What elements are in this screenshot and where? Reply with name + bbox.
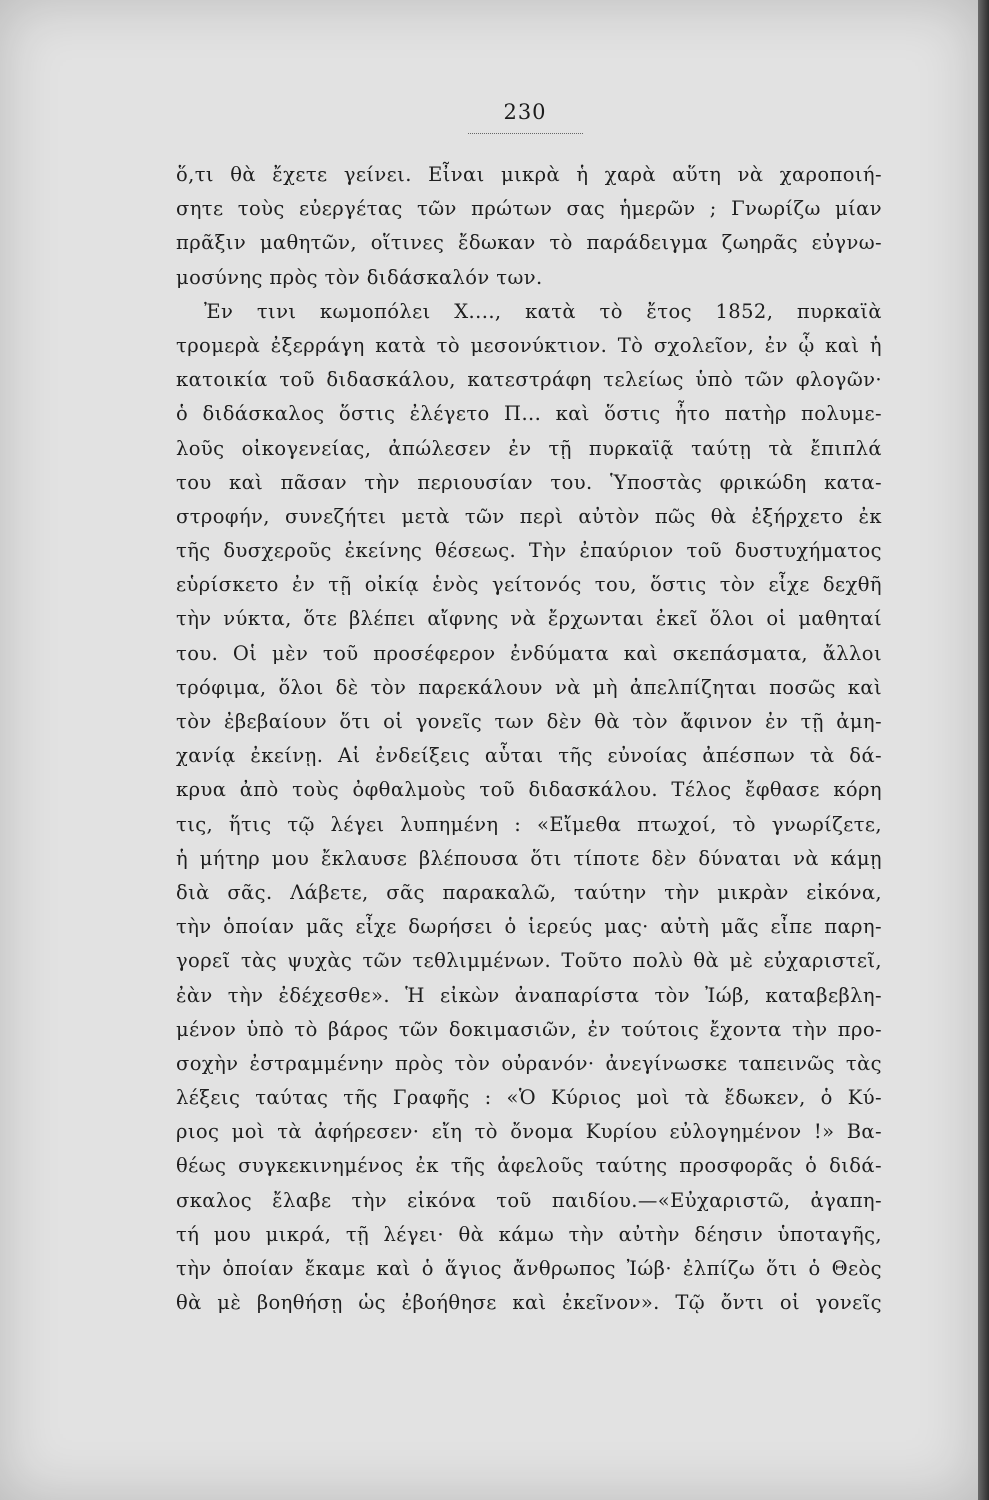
text-line: τὸν ἐβεβαίουν ὅτι οἱ γονεῖς των δὲν θὰ τὸν ἄφινον ἐν τῇ ἀμη- [176,710,882,733]
body-text [176,158,882,1320]
text-line: λέξεις ταύτας τῆς Γραφῆς : «Ὁ Κύριος μοὶ τὰ ἔδωκεν, ὁ Κύ- [176,1086,882,1110]
text-line: τὴν νύκτα, ὅτε βλέπει αἴφνης νὰ ἔρχωνται ἐκεῖ ὅλοι οἱ μαθηταί [176,607,882,631]
text-line: διὰ σᾶς. Λάβετε, σᾶς παρακαλῶ, ταύτην τὴν μικρὰν εἰκόνα, [176,880,882,904]
text-line: γορεῖ τὰς ψυχὰς τῶν τεθλιμμένων. Τοῦτο πολὺ θὰ μὲ εὐχαριστεῖ, [176,949,882,973]
text-line: στροφήν, συνεζήτει μετὰ τῶν περὶ αὐτὸν πῶς θὰ ἐξήρχετο ἐκ [176,504,882,528]
text-line: ὅ,τι θὰ ἔχετε γείνει. Εἶναι μικρὰ ἡ χαρὰ αὕτη νὰ χαροποιή- [176,163,882,186]
text-line: τὴν ὁποίαν ἔκαμε καὶ ὁ ἅγιος ἄνθρωπος Ἰώβ· ἐλπίζω ὅτι ὁ Θεὸς [176,1257,882,1280]
text-line: Ἐν τινι κωμοπόλει Χ...., κατὰ τὸ ἔτος 1852, πυρκαϊὰ [204,299,882,323]
text-line: λοῦς οἰκογενείας, ἀπώλεσεν ἐν τῇ πυρκαϊᾷ ταύτῃ τὰ ἔπιπλά [176,436,882,460]
text-line: ριος μοὶ τὰ ἀφήρεσεν· εἴη τὸ ὄνομα Κυρίου εὐλογημένον !» Βα- [176,1120,882,1144]
text-line: μοσύνης πρὸς τὸν διδάσκαλόν των. [176,265,543,289]
text-line: ἐὰν τὴν ἐδέχεσθε». Ἡ εἰκὼν ἀναπαρίστα τὸν Ἰώβ, καταβεβλη- [176,983,882,1007]
text-line: τῆς δυσχεροῦς ἐκείνης θέσεως. Τὴν ἐπαύριον τοῦ δυστυχήματος [176,539,882,563]
text-line: τρόφιμα, ὅλοι δὲ τὸν παρεκάλουν νὰ μὴ ἀπελπίζηται ποσῶς καὶ [176,675,882,699]
text-line: σοχὴν ἐστραμμένην πρὸς τὸν οὐρανόν· ἀνεγίνωσκε ταπεινῶς τὰς [176,1051,882,1075]
text-line: κατοικία τοῦ διδασκάλου, κατεστράφη τελείως ὑπὸ τῶν φλογῶν· [176,368,882,392]
page-number: 230 [503,100,547,124]
text-line: του καὶ πᾶσαν τὴν περιουσίαν του. Ὑποστὰς φρικώδη κατα- [176,470,882,494]
text-line: ἡ μήτηρ μου ἔκλαυσε βλέπουσα ὅτι τίποτε δὲν δύναται νὰ κάμῃ [176,846,882,870]
text-line: σκαλος ἔλαβε τὴν εἰκόνα τοῦ παιδίου.—«Εὐχαριστῶ, ἀγαπη- [176,1188,882,1212]
text-line: τὴν ὁποίαν μᾶς εἶχε δωρήσει ὁ ἱερεύς μας· αὐτὴ μᾶς εἶπε παρη- [176,915,882,939]
text-line: θέως συγκεκινημένος ἐκ τῆς ἀφελοῦς ταύτης προσφορᾶς ὁ διδά- [176,1154,882,1178]
text-line: τή μου μικρά, τῇ λέγει· θὰ κάμω τὴν αὐτὴν δέησιν ὑποταγῆς, [176,1222,882,1246]
text-line: τρομερὰ ἐξερράγη κατὰ τὸ μεσονύκτιον. Τὸ σχολεῖον, ἐν ᾧ καὶ ἡ [176,333,882,357]
text-line: μένον ὑπὸ τὸ βάρος τῶν δοκιμασιῶν, ἐν τούτοις ἔχοντα τὴν προ- [176,1017,882,1041]
header-rule [468,133,583,134]
page-edge [978,0,989,1500]
text-line: χανίᾳ ἐκείνῃ. Αἱ ἐνδείξεις αὗται τῆς εὐνοίας ἀπέσπων τὰ δά- [176,744,882,768]
text-line: εὑρίσκετο ἐν τῇ οἰκίᾳ ἑνὸς γείτονός του, ὅστις τὸν εἶχε δεχθῆ [176,573,882,597]
text-line: πρᾶξιν μαθητῶν, οἵτινες ἔδωκαν τὸ παράδειγμα ζωηρᾶς εὐγνω- [176,231,882,255]
text-line: τις, ἥτις τῷ λέγει λυπημένη : «Εἴμεθα πτωχοί, τὸ γνωρίζετε, [176,812,882,836]
text-line: κρυα ἀπὸ τοὺς ὀφθαλμοὺς τοῦ διδασκάλου. Τέλος ἔφθασε κόρη [176,778,882,802]
text-line: ὁ διδάσκαλος ὅστις ἐλέγετο Π... καὶ ὅστις ἦτο πατὴρ πολυμε- [176,402,882,426]
text-line: θὰ μὲ βοηθήσῃ ὡς ἐβοήθησε καὶ ἐκεῖνον». Τῷ ὄντι οἱ γονεῖς [176,1291,882,1315]
text-line: σητε τοὺς εὐεργέτας τῶν πρώτων σας ἡμερῶν ; Γνωρίζω μίαν [176,197,882,221]
text-line: του. Οἱ μὲν τοῦ προσέφερον ἐνδύματα καὶ σκεπάσματα, ἄλλοι [176,641,882,665]
